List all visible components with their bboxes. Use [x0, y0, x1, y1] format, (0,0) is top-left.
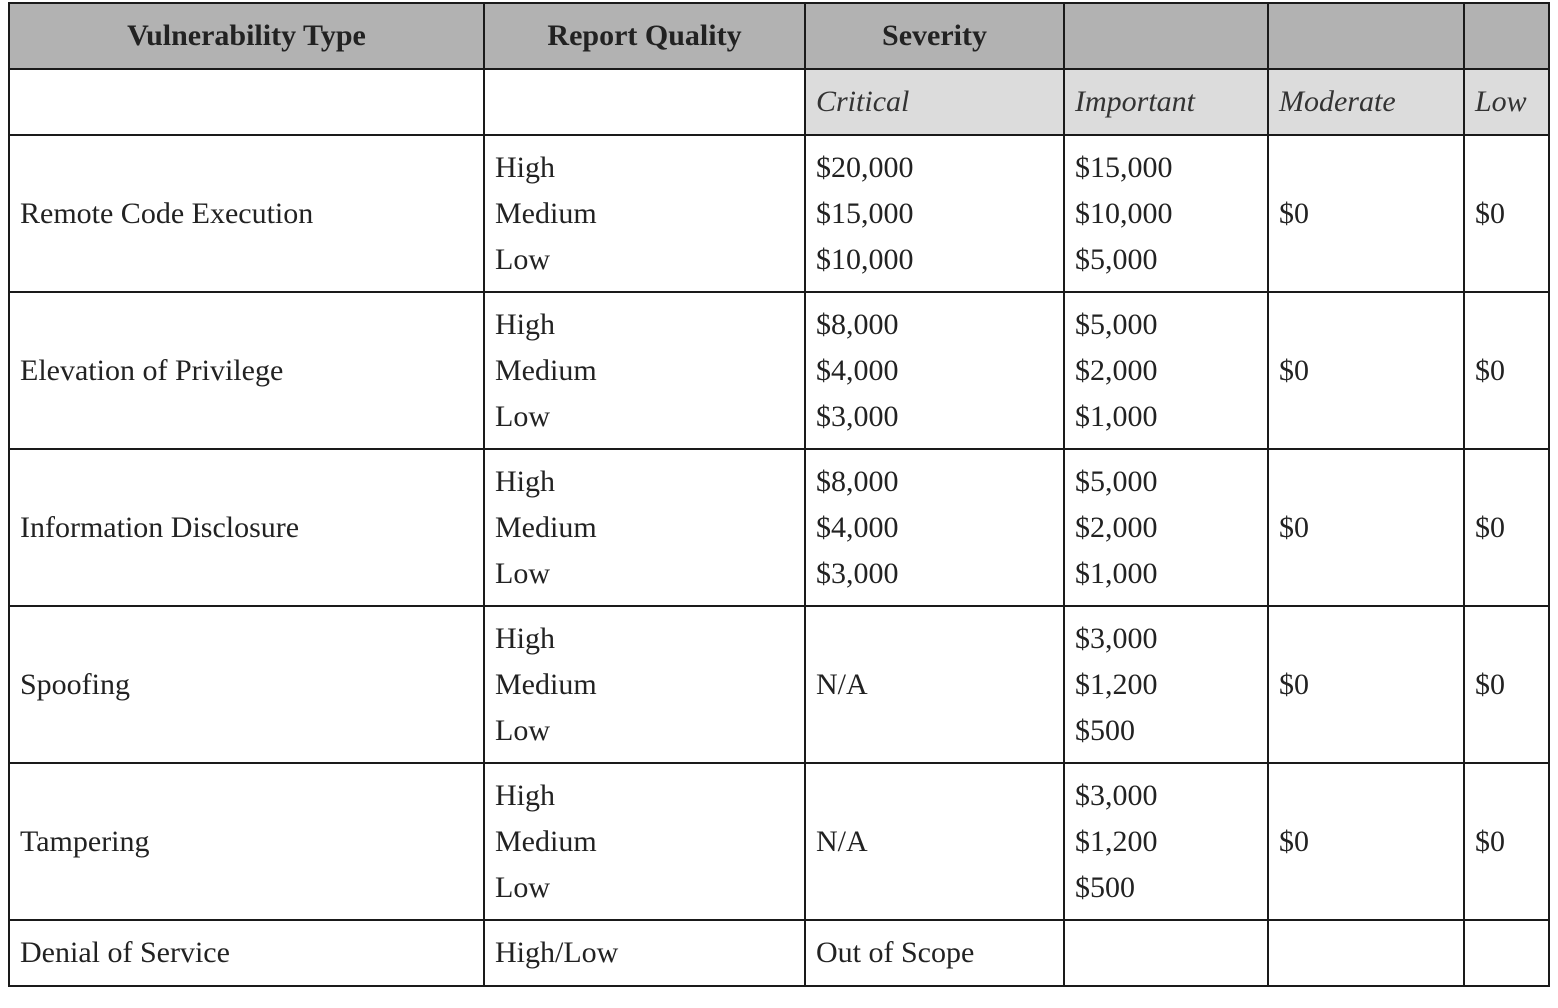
- important-cell: [1064, 449, 1268, 606]
- vulnerability-type-cell: Spoofing: [9, 606, 484, 763]
- severity-critical: Critical: [805, 69, 1064, 135]
- critical-cell-line: $15,000: [816, 196, 914, 230]
- critical-cell-line: $20,000: [816, 150, 914, 184]
- important-cell-line: $1,200: [1075, 824, 1158, 858]
- critical-cell-line: $4,000: [816, 353, 899, 387]
- report-quality-cell-line: Medium: [495, 510, 597, 544]
- report-quality-cell-line: Low: [495, 242, 550, 276]
- moderate-cell: [1268, 920, 1464, 986]
- important-cell: [1064, 292, 1268, 449]
- low-cell: $0: [1464, 606, 1549, 763]
- vulnerability-type-cell: Tampering: [9, 763, 484, 920]
- report-quality-cell-line: Low: [495, 399, 550, 433]
- important-cell-line: $500: [1075, 870, 1135, 904]
- severity-low: Low: [1464, 69, 1549, 135]
- severity-subheader-row: [9, 69, 1549, 135]
- important-cell-line: $5,000: [1075, 464, 1158, 498]
- report-quality-cell-line: Medium: [495, 667, 597, 701]
- report-quality-cell: [484, 763, 805, 920]
- report-quality-cell: High/Low: [484, 920, 805, 986]
- report-quality-cell-line: Medium: [495, 824, 597, 858]
- important-cell-line: $1,200: [1075, 667, 1158, 701]
- moderate-cell: $0: [1268, 135, 1464, 292]
- table-row: [9, 135, 1549, 292]
- important-cell-line: $15,000: [1075, 150, 1173, 184]
- header-report-quality: Report Quality: [484, 3, 805, 69]
- important-cell: [1064, 763, 1268, 920]
- important-cell-line: $5,000: [1075, 242, 1158, 276]
- low-cell: $0: [1464, 763, 1549, 920]
- report-quality-cell-line: High: [495, 307, 555, 341]
- severity-important: Important: [1064, 69, 1268, 135]
- important-cell-line: $3,000: [1075, 778, 1158, 812]
- critical-cell-line: $8,000: [816, 464, 899, 498]
- important-cell-line: $2,000: [1075, 353, 1158, 387]
- report-quality-cell-line: High: [495, 464, 555, 498]
- important-cell: [1064, 135, 1268, 292]
- critical-cell: Out of Scope: [805, 920, 1064, 986]
- report-quality-cell: [484, 292, 805, 449]
- moderate-cell: $0: [1268, 606, 1464, 763]
- report-quality-cell-line: Medium: [495, 196, 597, 230]
- moderate-cell: $0: [1268, 449, 1464, 606]
- header-severity: Severity: [805, 3, 1064, 69]
- severity-moderate: Moderate: [1268, 69, 1464, 135]
- critical-cell: N/A: [805, 606, 1064, 763]
- low-cell: [1464, 920, 1549, 986]
- header-vulnerability-type: Vulnerability Type: [9, 3, 484, 69]
- critical-cell-line: $4,000: [816, 510, 899, 544]
- report-quality-cell-line: High: [495, 778, 555, 812]
- important-cell-line: $500: [1075, 713, 1135, 747]
- critical-cell: [805, 292, 1064, 449]
- critical-cell: [805, 449, 1064, 606]
- subheader-empty: [484, 69, 805, 135]
- table-row: [9, 449, 1549, 606]
- report-quality-cell-line: Low: [495, 713, 550, 747]
- low-cell: $0: [1464, 135, 1549, 292]
- moderate-cell: $0: [1268, 763, 1464, 920]
- moderate-cell: $0: [1268, 292, 1464, 449]
- important-cell-line: $10,000: [1075, 196, 1173, 230]
- critical-cell: [805, 135, 1064, 292]
- important-cell-line: $1,000: [1075, 399, 1158, 433]
- report-quality-cell-line: Low: [495, 870, 550, 904]
- table-body: [9, 135, 1549, 920]
- report-quality-cell-line: Medium: [495, 353, 597, 387]
- header-empty: [1464, 3, 1549, 69]
- important-cell-line: $3,000: [1075, 621, 1158, 655]
- table-row: [9, 920, 1549, 986]
- vulnerability-type-cell: Elevation of Privilege: [9, 292, 484, 449]
- report-quality-cell: [484, 135, 805, 292]
- vulnerability-type-cell: Remote Code Execution: [9, 135, 484, 292]
- header-empty: [1268, 3, 1464, 69]
- low-cell: $0: [1464, 449, 1549, 606]
- vulnerability-type-cell: Denial of Service: [9, 920, 484, 986]
- important-cell-line: $2,000: [1075, 510, 1158, 544]
- table-row: [9, 606, 1549, 763]
- table-header-row: [9, 3, 1549, 69]
- critical-cell-line: $10,000: [816, 242, 914, 276]
- subheader-empty: [9, 69, 484, 135]
- critical-cell: N/A: [805, 763, 1064, 920]
- vulnerability-type-cell: Information Disclosure: [9, 449, 484, 606]
- low-cell: $0: [1464, 292, 1549, 449]
- header-empty: [1064, 3, 1268, 69]
- report-quality-cell-line: High: [495, 621, 555, 655]
- table-row: [9, 292, 1549, 449]
- report-quality-cell-line: High: [495, 150, 555, 184]
- report-quality-cell: [484, 449, 805, 606]
- table-row: [9, 763, 1549, 920]
- critical-cell-line: $8,000: [816, 307, 899, 341]
- important-cell: [1064, 920, 1268, 986]
- important-cell: [1064, 606, 1268, 763]
- critical-cell-line: $3,000: [816, 399, 899, 433]
- critical-cell-line: $3,000: [816, 556, 899, 590]
- report-quality-cell: [484, 606, 805, 763]
- important-cell-line: $1,000: [1075, 556, 1158, 590]
- important-cell-line: $5,000: [1075, 307, 1158, 341]
- report-quality-cell-line: Low: [495, 556, 550, 590]
- bounty-table: [8, 2, 1550, 987]
